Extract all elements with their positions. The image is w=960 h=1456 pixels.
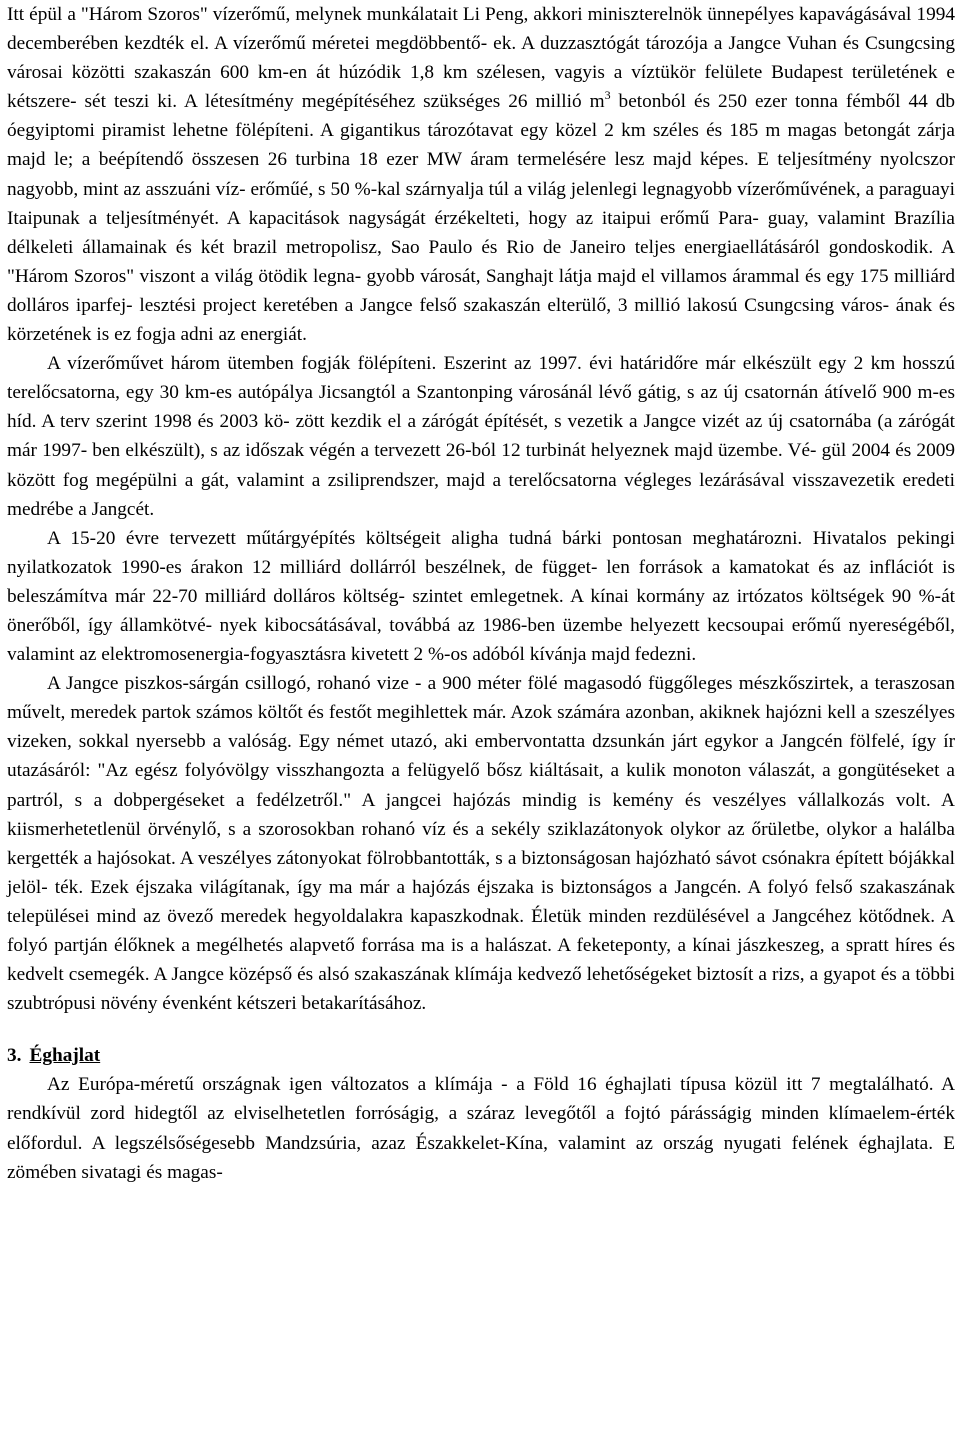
section-spacer xyxy=(7,1018,955,1041)
section-number: 3. xyxy=(7,1045,22,1067)
cubic-superscript: 3 xyxy=(604,88,611,103)
paragraph-navigation: A Jangce piszkos-sárgán csillogó, rohanó vize - a 900 méter fölé magasodó függőleges mészkőszirtek, a teraszosan művelt, meredek partok számos költőt és festőt megihlettek már. Azok számára azonban, akiknek hajózni kell a szeszélyes vizeken, sokkal nyersebb a valóság. Egy német utazó, aki embervontatta dzsunkán járt egykor a Jangcén fölfelé, így ír utazásáról: "Az egész folyóvölgy visszhangozta a felügyelő bősz kiáltásait, a kulik monoton válaszát, a gongütéseket a partról, s a dobpergéseket a fedélzetről." A jangcei hajózás mindig is kemény és veszélyes vállalkozás volt. A kiismerhetetlenül örvénylő, s a szorosokban rohanó víz és a sekély sziklazátonyok olykor az őrületbe, olykor a halálba kergették a hajósokat. A veszélyes zátonyokat fölrobbantották, s a biztonságosan hajózható sávot csónakra épített bójákkal jelöl- ték. Ezek éjszaka világítanak, így ma már a hajózás éjszaka is biztonságos a Jangcén. A folyó felső szakaszának települései mind az övező meredek hegyoldalakra kapaszkodnak. Életük minden rezdülésével a Jangcéhez kötődnek. A folyó partján élőknek a megélhetés alapvető forrása ma is a halászat. A feketeponty, a kínai jászkeszeg, a spratt híres és kedvelt csemegék. A Jangce középső és alsó szakaszának klímája kedvező lehetőségeket biztosít a rizs, a gyapot és a többi szubtrópusi növény évenként kétszeri betakarításához. xyxy=(7,673,955,1015)
paragraph-costs: A 15-20 évre tervezett műtárgyépítés költségeit aligha tudná bárki pontosan meghatározni. Hivatalos pekingi nyilatkozatok 1990-es árakon 12 milliárd dollárról beszélnek, de függet- len források a kamatokat és az inflációt is beleszámítva már 22-70 milliárd dolláros költség- szintet emlegetnek. A kínai kormány az irtózatos költségek 90 %-át önerőből, így államkötvé- nyek kibocsátásával, továbbá az 1986-ben üzembe helyezett kecsoupai erőmű nyereségéből, valamint az elektromosenergia-fogyasztásra kivetett 2 %-os adóból kívánja majd fedezni. xyxy=(7,527,955,666)
paragraph-three-gorges-intro xyxy=(7,0,955,349)
section-heading xyxy=(7,1041,955,1070)
paragraph-construction-phases: A vízerőművet három ütemben fogják fölépíteni. Eszerint az 1997. évi határidőre már elkészült egy 2 km hosszú terelőcsatorna, egy 30 km-es autópálya Jicsangtól a Szantonping városánál lévő gátig, s az új csatornán átívelő 900 m-es híd. A terv szerint 1998 és 2003 kö- zött kezdik el a zárógát építését, s vezetik a Jangce vizét az új csatornába (a zárógát már 1997- ben elkészült), s az időszak végén a tervezett 26-ból 12 turbinát helyeznek majd üzembe. Vé- gül 2004 és 2009 között fog megépülni a gát, valamint a zsiliprendszer, majd a terelőcsatorna végleges lezárásával visszavezetik eredeti medrébe a Jangcét. xyxy=(7,353,955,520)
paragraph-text-before-superscript: Itt épül a "Három Szoros" vízerőmű, melynek munkálatait Li Peng, akkori miniszterelnök ünnepélyes kapavágásával 1994 decemberében kezdték el. A vízerőmű méretei megdöbbentő- ek. A duzzasztógát tározója a Jangce Vuhan és Csungcsing városai közötti szakaszán 600 km-en át húzódik 1,8 km szélesen, vagyis a víztükör felülete Budapest területének e kétszere- sét teszi ki. A létesítmény megépítéséhez szükséges 26 millió m xyxy=(7,4,955,113)
paragraph-climate: Az Európa-méretű országnak igen változatos a klímája - a Föld 16 éghajlati típusa közül itt 7 megtalálható. A rendkívül zord hidegtől az elviselhetetlen forróságig, a száraz levegőtől a fojtó párásságig minden klímaelem-érték előfordul. A legszélsőségesebb Mandzsúria, azaz Északkelet-Kína, valamint az ország nyugati felének éghajlata. E zömében sivatagi és magas- xyxy=(7,1074,955,1183)
paragraph-text-after-superscript: betonból és 250 ezer tonna fémből 44 db óegyiptomi piramist lehetne fölépíteni. A gigantikus tározótavat egy közel 2 km széles és 185 m magas betongát zárja majd le; a beépítendő összesen 26 turbina 18 ezer MW áram termelésére lesz majd képes. E teljesítmény nyolcszor nagyobb, mint az asszuáni víz- erőműé, s 50 %-kal szárnyalja túl a világ jelenlegi legnagyobb vízerőművének, a paraguayi Itaipunak a teljesítményét. A kapacitások nagyságát érzékelteti, hogy az itaipui erőmű Para- guay, valamint Brazília délkeleti államainak és két brazil metropolisz, Sao Paulo és Rio de Janeiro teljes energiaellátásáról gondoskodik. A "Három Szoros" viszont a világ ötödik legna- gyobb városát, Sanghajt látja majd el villamos árammal és egy 175 milliárd dolláros iparfej- lesztési project keretében a Jangce felső szakaszán elterülő, 3 millió lakosú Csungcsing város- ának és körzetének is ez fogja adni az energiát. xyxy=(7,91,955,346)
section-title: Éghajlat xyxy=(29,1045,101,1067)
document-page xyxy=(7,0,955,1187)
